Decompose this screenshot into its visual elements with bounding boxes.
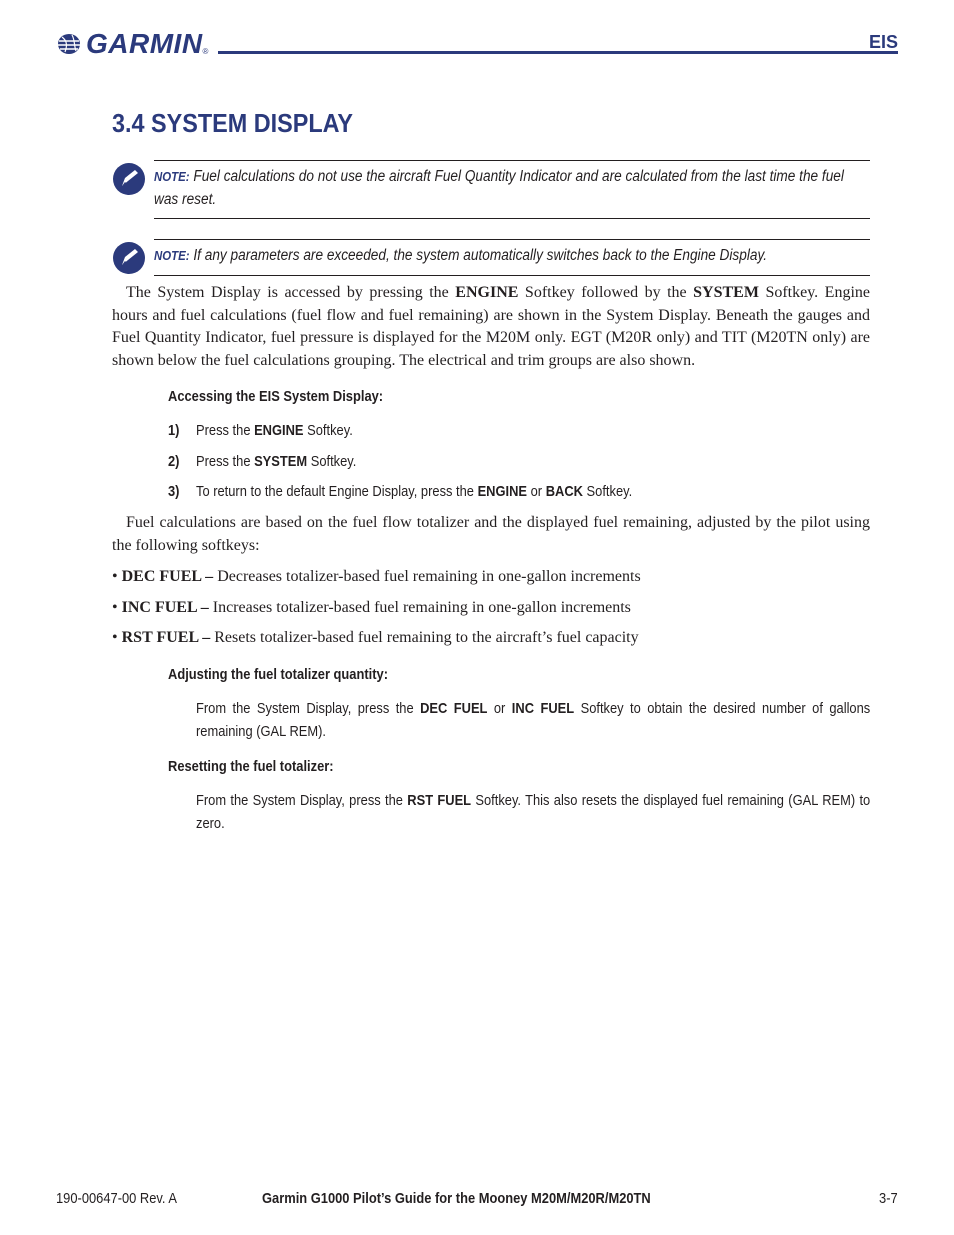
note-box-1 — [154, 160, 870, 219]
bullet-text: Increases totalizer-based fuel remaining in one-gallon increments — [208, 599, 631, 616]
step-key: ENGINE — [254, 422, 304, 439]
page-number: 3-7 — [879, 1190, 898, 1207]
step-post: Softkey. — [582, 483, 633, 500]
globe-icon — [56, 32, 82, 56]
step-number: 3) — [168, 483, 180, 500]
step-post: Softkey. — [303, 422, 353, 439]
step-post: Softkey. — [307, 453, 357, 470]
system-key: SYSTEM — [693, 284, 759, 301]
bullet-item: • RST FUEL – Resets totalizer-based fuel remaining to the aircraft’s fuel capacity — [112, 629, 639, 646]
procedure-heading: Accessing the EIS System Display: — [168, 388, 384, 405]
bullet-key: INC FUEL – — [121, 599, 209, 616]
note-text-1 — [154, 165, 870, 211]
header-rule — [218, 51, 898, 54]
intro-text: The System Display is accessed by pressing the — [126, 284, 456, 301]
step-text — [196, 453, 356, 470]
doc-number: 190-00647-00 Rev. A — [56, 1190, 177, 1207]
step-mid: or — [527, 483, 546, 500]
bullet-text: Decreases totalizer-based fuel remaining in one-gallon increments — [213, 568, 641, 585]
note-body: If any parameters are exceeded, the system automatically switches back to the Engine Display. — [189, 247, 768, 264]
bullet-key: DEC FUEL – — [121, 568, 214, 585]
step-text — [196, 422, 353, 439]
garmin-logo — [56, 28, 208, 60]
procedure-heading: Resetting the fuel totalizer: — [168, 758, 334, 775]
bullet-item: • DEC FUEL – Decreases totalizer-based fuel remaining in one-gallon increments — [112, 568, 641, 585]
bullet-key: RST FUEL – — [121, 629, 211, 646]
procedure-text — [196, 697, 870, 743]
proc-pre: From the System Display, press the — [196, 792, 408, 809]
pencil-note-icon — [112, 241, 146, 275]
section-tag: EIS — [868, 32, 898, 52]
proc-post: Softkey to obtain the desired number of gallons remaining (GAL REM). — [196, 700, 871, 740]
procedure-heading: Adjusting the fuel totalizer quantity: — [168, 666, 389, 683]
page-title: 3.4 SYSTEM DISPLAY — [112, 108, 354, 138]
registered-mark: ® — [202, 47, 209, 56]
step-pre: Press the — [196, 453, 255, 470]
inc-fuel-key: INC FUEL — [511, 700, 575, 717]
note-label: NOTE: — [154, 169, 190, 184]
bullet-item: • INC FUEL – Increases totalizer-based fuel remaining in one-gallon increments — [112, 599, 631, 616]
step-number: 1) — [168, 422, 180, 439]
intro-text: Softkey followed by the — [518, 284, 694, 301]
brand-name: GARMIN — [86, 28, 203, 59]
dec-fuel-key: DEC FUEL — [420, 700, 488, 717]
step-text — [196, 483, 632, 500]
proc-mid: or — [487, 700, 512, 717]
step-pre: To return to the default Engine Display, press the — [196, 483, 478, 500]
guide-title: Garmin G1000 Pilot’s Guide for the Mooney M20M/M20R/M20TN — [262, 1190, 651, 1207]
bullet-text: Resets totalizer-based fuel remaining to the aircraft’s fuel capacity — [210, 629, 639, 646]
note-box-2 — [154, 239, 870, 276]
note-label: NOTE: — [154, 248, 190, 263]
proc-post: Softkey. This also resets the displayed fuel remaining (GAL REM) to zero. — [196, 792, 871, 832]
rst-fuel-key: RST FUEL — [407, 792, 472, 809]
procedure-text — [196, 789, 870, 835]
step-pre: Press the — [196, 422, 255, 439]
engine-key: ENGINE — [455, 284, 519, 301]
note-body: Fuel calculations do not use the aircraft Fuel Quantity Indicator and are calculated from the last time the fuel was reset. — [154, 168, 844, 208]
step-key: SYSTEM — [254, 453, 308, 470]
step-number: 2) — [168, 453, 180, 470]
intro-paragraph — [112, 282, 870, 372]
pencil-note-icon — [112, 162, 146, 196]
step-key: ENGINE — [477, 483, 528, 500]
fuel-paragraph: Fuel calculations are based on the fuel flow totalizer and the displayed fuel remaining, adjusted by the pilot using the following softkeys: — [112, 514, 870, 554]
note-text-2 — [154, 244, 870, 267]
intro-text: Softkey. Engine hours and fuel calculations (fuel flow and fuel remaining) are shown in the System Display. Beneath the gauges and Fuel Quantity Indicator, fuel pressure is displayed for the M20M only. EGT (M20R only) and TIT (M20TN only) are shown below the fuel calculations grouping. The electrical and trim groups are also shown. — [112, 284, 870, 369]
step-key: BACK — [545, 483, 583, 500]
proc-pre: From the System Display, press the — [196, 700, 421, 717]
